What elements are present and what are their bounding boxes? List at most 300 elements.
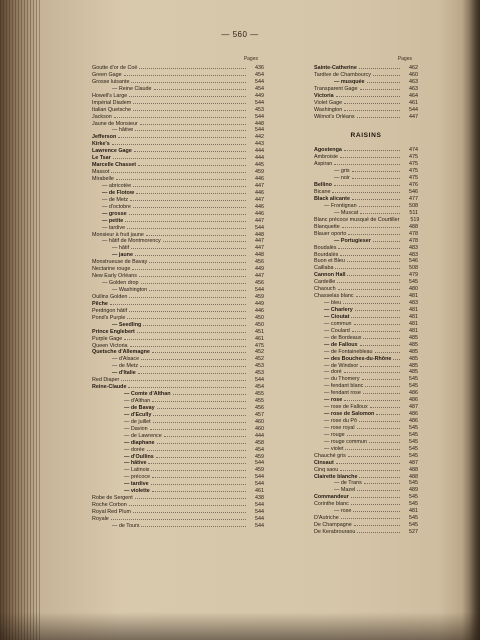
- dot-leader: [356, 293, 400, 297]
- dot-leader: [352, 196, 400, 200]
- index-entry: [92, 322, 264, 329]
- dot-leader: [369, 439, 400, 443]
- dot-leader: [152, 398, 246, 402]
- index-entry: [314, 147, 418, 154]
- index-entry: [314, 480, 418, 487]
- entry-name: Jaune de Monsieur: [92, 120, 138, 127]
- entry-name: — Muscat: [334, 209, 359, 216]
- entry-name: Prince Englebert: [92, 328, 135, 335]
- entry-name: — Coulard: [324, 327, 350, 334]
- entry-page: 544: [255, 99, 264, 106]
- dot-leader: [152, 349, 246, 353]
- entry-page: 481: [409, 313, 418, 320]
- dot-leader: [150, 426, 246, 430]
- entry-page: 475: [409, 168, 418, 175]
- entry-name: Chaouch: [314, 286, 336, 293]
- index-entry: [314, 286, 418, 293]
- entry-name: — de Bordeaux: [324, 334, 362, 341]
- entry-page: 450: [255, 321, 264, 328]
- entry-name: Cannon Hall: [314, 272, 346, 279]
- entry-page: 544: [255, 481, 264, 488]
- entry-name: — hâtif: [112, 245, 130, 252]
- entry-name: Royale: [92, 515, 109, 522]
- dot-leader: [359, 203, 400, 207]
- dot-leader: [334, 161, 400, 165]
- entry-name: Monstrueuse de Bavay: [92, 259, 148, 266]
- entry-page: 544: [255, 460, 264, 467]
- index-entry: [92, 433, 264, 440]
- dot-leader: [135, 127, 246, 131]
- entry-page: 476: [409, 182, 418, 189]
- entry-page: 454: [255, 85, 264, 92]
- entry-page: 460: [255, 418, 264, 425]
- entry-name: — d'octobre: [102, 203, 131, 210]
- entry-name: Howell's Large: [92, 92, 128, 99]
- index-entry: [92, 488, 264, 495]
- entry-page: 458: [255, 439, 264, 446]
- index-entry: [314, 258, 418, 265]
- dot-leader: [360, 342, 400, 346]
- dot-leader: [347, 432, 400, 436]
- entry-name: — Reine Claude: [112, 85, 152, 92]
- entry-name: — dorée: [124, 446, 145, 453]
- entry-page: 545: [409, 438, 418, 445]
- entry-page: 438: [255, 495, 264, 502]
- dot-leader: [164, 433, 246, 437]
- entry-page: 483: [409, 300, 418, 307]
- entry-page: 545: [409, 494, 418, 501]
- index-entry: [314, 356, 418, 363]
- dot-leader: [114, 114, 246, 118]
- dot-leader: [359, 418, 400, 422]
- dot-leader: [351, 494, 400, 498]
- entry-page: 477: [409, 196, 418, 203]
- entry-page: 446: [255, 307, 264, 314]
- entry-page: 442: [255, 134, 264, 141]
- entry-page: 544: [409, 106, 418, 113]
- entry-page: 447: [409, 113, 418, 120]
- dot-leader: [136, 190, 246, 194]
- index-entry: [92, 454, 264, 461]
- index-entry: [92, 252, 264, 259]
- entry-name: Bourdalès: [314, 251, 339, 258]
- index-entry: [314, 100, 418, 107]
- index-entry: [92, 343, 264, 350]
- index-entry: [92, 349, 264, 356]
- dot-leader: [135, 252, 246, 256]
- entry-name: Chauché gris: [314, 452, 346, 459]
- entry-name: Grosse luisante: [92, 78, 130, 85]
- index-entry: [314, 245, 418, 252]
- index-entry: [314, 217, 418, 224]
- index-entry: [314, 390, 418, 397]
- entry-page: 487: [409, 404, 418, 411]
- index-entry: [314, 279, 418, 286]
- entry-name: Blanquette: [314, 223, 340, 230]
- entry-page: 486: [409, 418, 418, 425]
- entry-name: — de juillet: [124, 418, 151, 425]
- entry-name: Quetsche d'Allemagne: [92, 349, 150, 356]
- index-entry: [314, 231, 418, 238]
- index-entry: [314, 72, 418, 79]
- entry-page: 446: [255, 189, 264, 196]
- entry-name: Robe de Sergent: [92, 495, 133, 502]
- index-entry: [92, 502, 264, 509]
- index-entry: [92, 266, 264, 273]
- entry-page: 456: [255, 280, 264, 287]
- entry-page: 481: [409, 320, 418, 327]
- dot-leader: [152, 474, 246, 478]
- index-entry: [314, 522, 418, 529]
- entry-page: 544: [255, 474, 264, 481]
- entry-name: — de Metz: [112, 363, 139, 370]
- dot-leader: [131, 245, 246, 249]
- index-entry: [314, 453, 418, 460]
- entry-name: — Golden drop: [102, 280, 139, 287]
- entry-page: 449: [255, 300, 264, 307]
- dot-leader: [139, 65, 246, 69]
- entry-name: — abricotée: [102, 182, 132, 189]
- entry-name: Italian Quetsche: [92, 106, 131, 113]
- entry-page: 545: [409, 424, 418, 431]
- dot-leader: [124, 72, 246, 76]
- dot-leader: [133, 107, 246, 111]
- dot-leader: [112, 141, 246, 145]
- entry-name: — commun: [324, 320, 352, 327]
- entry-name: — rouge: [324, 431, 345, 438]
- index-entry: [314, 107, 418, 114]
- index-entry: [92, 467, 264, 474]
- index-entry: [92, 65, 264, 72]
- dot-leader: [140, 121, 246, 125]
- entry-name: — bleu: [324, 300, 342, 307]
- index-entry: [314, 474, 418, 481]
- page-number: — 560 —: [221, 30, 259, 39]
- dot-leader: [157, 440, 246, 444]
- index-entry: [314, 154, 418, 161]
- index-entry: [314, 224, 418, 231]
- entry-name: Sainte-Catherine: [314, 65, 357, 71]
- dot-leader: [365, 383, 400, 387]
- entry-page: 456: [255, 259, 264, 266]
- entry-page: 544: [255, 502, 264, 509]
- dot-leader: [130, 197, 246, 201]
- entry-page: 545: [409, 445, 418, 452]
- entry-name: Lawrence Gage: [92, 148, 132, 155]
- entry-name: — rose royal: [324, 424, 355, 431]
- entry-page: 454: [255, 384, 264, 391]
- dot-leader: [141, 523, 246, 527]
- index-entry: [314, 210, 418, 217]
- dot-leader: [348, 453, 400, 457]
- entry-page: 544: [255, 515, 264, 522]
- entry-page: 461: [409, 99, 418, 106]
- entry-page: 457: [255, 411, 264, 418]
- dot-leader: [131, 79, 246, 83]
- dot-leader: [354, 522, 400, 526]
- index-entry: [92, 474, 264, 481]
- index-entry: [92, 523, 264, 530]
- index-entry: [92, 363, 264, 370]
- entry-name: — de Falloux: [324, 341, 358, 348]
- entry-page: 456: [255, 404, 264, 411]
- index-entry: [92, 280, 264, 287]
- index-entry: [314, 418, 418, 425]
- entry-page: 544: [255, 224, 264, 231]
- entry-page: 545: [409, 452, 418, 459]
- entry-page: 452: [255, 349, 264, 356]
- index-entry: [314, 404, 418, 411]
- index-entry: [314, 238, 418, 245]
- entry-name: — de Lawrence: [124, 432, 162, 439]
- index-list-raisins: [314, 147, 418, 536]
- index-entry: [314, 321, 418, 328]
- dot-leader: [129, 93, 246, 97]
- dot-leader: [337, 279, 400, 283]
- entry-page: 545: [409, 376, 418, 383]
- dot-leader: [156, 454, 246, 458]
- entry-page: 545: [409, 501, 418, 508]
- entry-page: 447: [255, 196, 264, 203]
- index-entry: [92, 218, 264, 225]
- entry-page: 460: [409, 71, 418, 78]
- index-entry: [92, 232, 264, 239]
- entry-name: — de Fontainebleau: [324, 348, 373, 355]
- dot-leader: [360, 86, 400, 90]
- entry-page: 461: [255, 335, 264, 342]
- index-entry: [92, 301, 264, 308]
- dot-leader: [125, 218, 246, 222]
- index-entry: [92, 134, 264, 141]
- entry-page: 485: [409, 334, 418, 341]
- index-entry: [92, 114, 264, 121]
- index-entry: [314, 307, 418, 314]
- index-entry: [314, 161, 418, 168]
- entry-page: 453: [255, 106, 264, 113]
- index-entry: [314, 335, 418, 342]
- index-entry: [92, 204, 264, 211]
- index-entry: [92, 516, 264, 523]
- entry-page: 544: [255, 127, 264, 134]
- entry-name: — rose du Pô: [324, 418, 357, 425]
- entry-page: 455: [255, 398, 264, 404]
- entry-page: 488: [409, 223, 418, 230]
- entry-page: 448: [255, 252, 264, 259]
- dot-leader: [335, 265, 400, 269]
- entry-name: Jackson: [92, 113, 112, 120]
- entry-page: 488: [409, 466, 418, 473]
- entry-page: 446: [255, 203, 264, 210]
- index-column-right: [314, 56, 418, 536]
- dot-leader: [133, 183, 246, 187]
- dot-leader: [375, 349, 400, 353]
- entry-page: 451: [255, 328, 264, 335]
- entry-page: 445: [255, 162, 264, 169]
- dot-leader: [152, 488, 246, 492]
- entry-page: 545: [409, 515, 418, 522]
- dot-leader: [360, 363, 400, 367]
- dot-leader: [137, 329, 246, 333]
- dot-leader: [373, 72, 400, 76]
- index-entry: [92, 107, 264, 114]
- dot-leader: [138, 370, 246, 374]
- index-entry: [92, 245, 264, 252]
- index-entry: [92, 176, 264, 183]
- entry-page: 449: [255, 92, 264, 99]
- entry-page: 444: [255, 155, 264, 162]
- book-gutter: [0, 0, 40, 640]
- dot-leader: [332, 189, 400, 193]
- index-entry: [314, 168, 418, 175]
- dot-leader: [154, 86, 246, 90]
- index-entry: [92, 336, 264, 343]
- entry-page: 545: [409, 279, 418, 286]
- index-entry: [92, 370, 264, 377]
- entry-name: — rose: [334, 508, 352, 515]
- entry-name: Ambroisie: [314, 154, 338, 161]
- dot-leader: [129, 294, 246, 298]
- entry-page: 508: [409, 265, 418, 272]
- entry-name: Impérial Diadem: [92, 99, 132, 106]
- entry-page: 546: [409, 258, 418, 265]
- entry-name: — des Bouches-du-Rhône: [324, 355, 392, 362]
- entry-name: — Mazel: [334, 487, 356, 494]
- entry-page: 453: [255, 370, 264, 377]
- entry-name: — Frontignan: [324, 202, 357, 209]
- index-entry: [314, 300, 418, 307]
- index-entry: [92, 391, 264, 398]
- index-entry: [92, 197, 264, 204]
- entry-name: Cardeille: [314, 279, 336, 286]
- index-entry: [92, 259, 264, 266]
- index-entry: [314, 494, 418, 501]
- entry-name: Nectarine rouge: [92, 266, 131, 273]
- dot-leader: [140, 363, 246, 367]
- dot-leader: [362, 376, 400, 380]
- index-entry: [314, 349, 418, 356]
- entry-name: — rose de Falloux: [324, 404, 368, 411]
- index-entry: [92, 294, 264, 301]
- dot-leader: [341, 515, 400, 519]
- index-entry: [314, 252, 418, 259]
- entry-name: — d'Oullins: [124, 453, 154, 460]
- dot-leader: [129, 211, 246, 215]
- dot-leader: [129, 308, 246, 312]
- dot-leader: [393, 356, 400, 360]
- entry-page: 486: [409, 397, 418, 404]
- entry-name: Purple Gage: [92, 335, 123, 342]
- entry-page: 447: [255, 182, 264, 189]
- dot-leader: [357, 425, 400, 429]
- entry-name: — d'Althan: [124, 398, 151, 404]
- entry-page: 519: [410, 216, 420, 223]
- entry-name: — petite: [102, 217, 124, 224]
- entry-name: — de Bavay: [124, 404, 155, 411]
- entry-page: 475: [409, 154, 418, 161]
- entry-page: 450: [255, 314, 264, 321]
- entry-page: 454: [255, 71, 264, 78]
- dot-leader: [340, 252, 400, 256]
- dot-leader: [347, 258, 400, 262]
- index-entry: [92, 447, 264, 454]
- entry-page: 544: [255, 113, 264, 120]
- page-bottom-shadow: [0, 612, 480, 640]
- index-entry: [92, 169, 264, 176]
- dot-leader: [338, 286, 400, 290]
- dot-leader: [121, 377, 246, 381]
- dot-leader: [141, 280, 246, 284]
- index-entry: [92, 72, 264, 79]
- index-entry: [92, 79, 264, 86]
- entry-page: 446: [255, 210, 264, 217]
- entry-page: 459: [255, 169, 264, 176]
- dot-leader: [133, 204, 246, 208]
- entry-name: Monsieur à fruit jaune: [92, 231, 144, 238]
- page-edge-shadow: [462, 0, 480, 640]
- entry-name: Agostenga: [314, 147, 342, 154]
- dot-leader: [139, 273, 246, 277]
- index-entry: [92, 93, 264, 100]
- pages-header: Pages: [397, 56, 412, 62]
- dot-leader: [344, 100, 400, 104]
- entry-name: Massot: [92, 169, 110, 176]
- entry-name: — de Tours: [112, 522, 140, 529]
- index-column-left: [92, 56, 264, 530]
- entry-page: 447: [255, 245, 264, 252]
- entry-page: 478: [409, 230, 418, 237]
- index-entry: [314, 114, 418, 121]
- dot-leader: [370, 404, 400, 408]
- entry-page: 443: [255, 141, 264, 148]
- index-entry: [92, 148, 264, 155]
- dot-leader: [157, 405, 246, 409]
- entry-page: 453: [255, 363, 264, 370]
- entry-name: Oullins Golden: [92, 293, 128, 300]
- entry-name: — Seedling: [112, 321, 142, 328]
- entry-page: 485: [409, 348, 418, 355]
- entry-page: 545: [409, 480, 418, 487]
- entry-name: Bellino: [314, 182, 332, 189]
- entry-page: 462: [409, 65, 418, 71]
- entry-name: Blauer oporto: [314, 230, 347, 237]
- dot-leader: [128, 384, 246, 388]
- dot-leader: [135, 495, 246, 499]
- index-entry: [92, 481, 264, 488]
- dot-leader: [359, 474, 400, 478]
- dot-leader: [149, 287, 246, 291]
- dot-leader: [163, 238, 246, 242]
- entry-page: 508: [409, 202, 418, 209]
- dot-leader: [133, 509, 246, 513]
- entry-name: Reine-Claude: [92, 384, 127, 391]
- entry-page: 463: [409, 78, 418, 85]
- index-entry: [92, 440, 264, 447]
- entry-name: — Davion: [124, 425, 148, 432]
- dot-leader: [173, 391, 246, 395]
- dot-leader: [344, 147, 400, 151]
- dot-leader: [133, 100, 246, 104]
- dot-leader: [130, 343, 246, 347]
- entry-page: 444: [255, 148, 264, 155]
- dot-leader: [352, 168, 400, 172]
- index-entry: [92, 86, 264, 93]
- entry-page: 447: [255, 238, 264, 245]
- dot-leader: [116, 176, 246, 180]
- index-entry: [92, 384, 264, 391]
- index-entry: [314, 293, 418, 300]
- entry-name: — fendant blanc: [324, 383, 364, 390]
- index-entry: [314, 369, 418, 376]
